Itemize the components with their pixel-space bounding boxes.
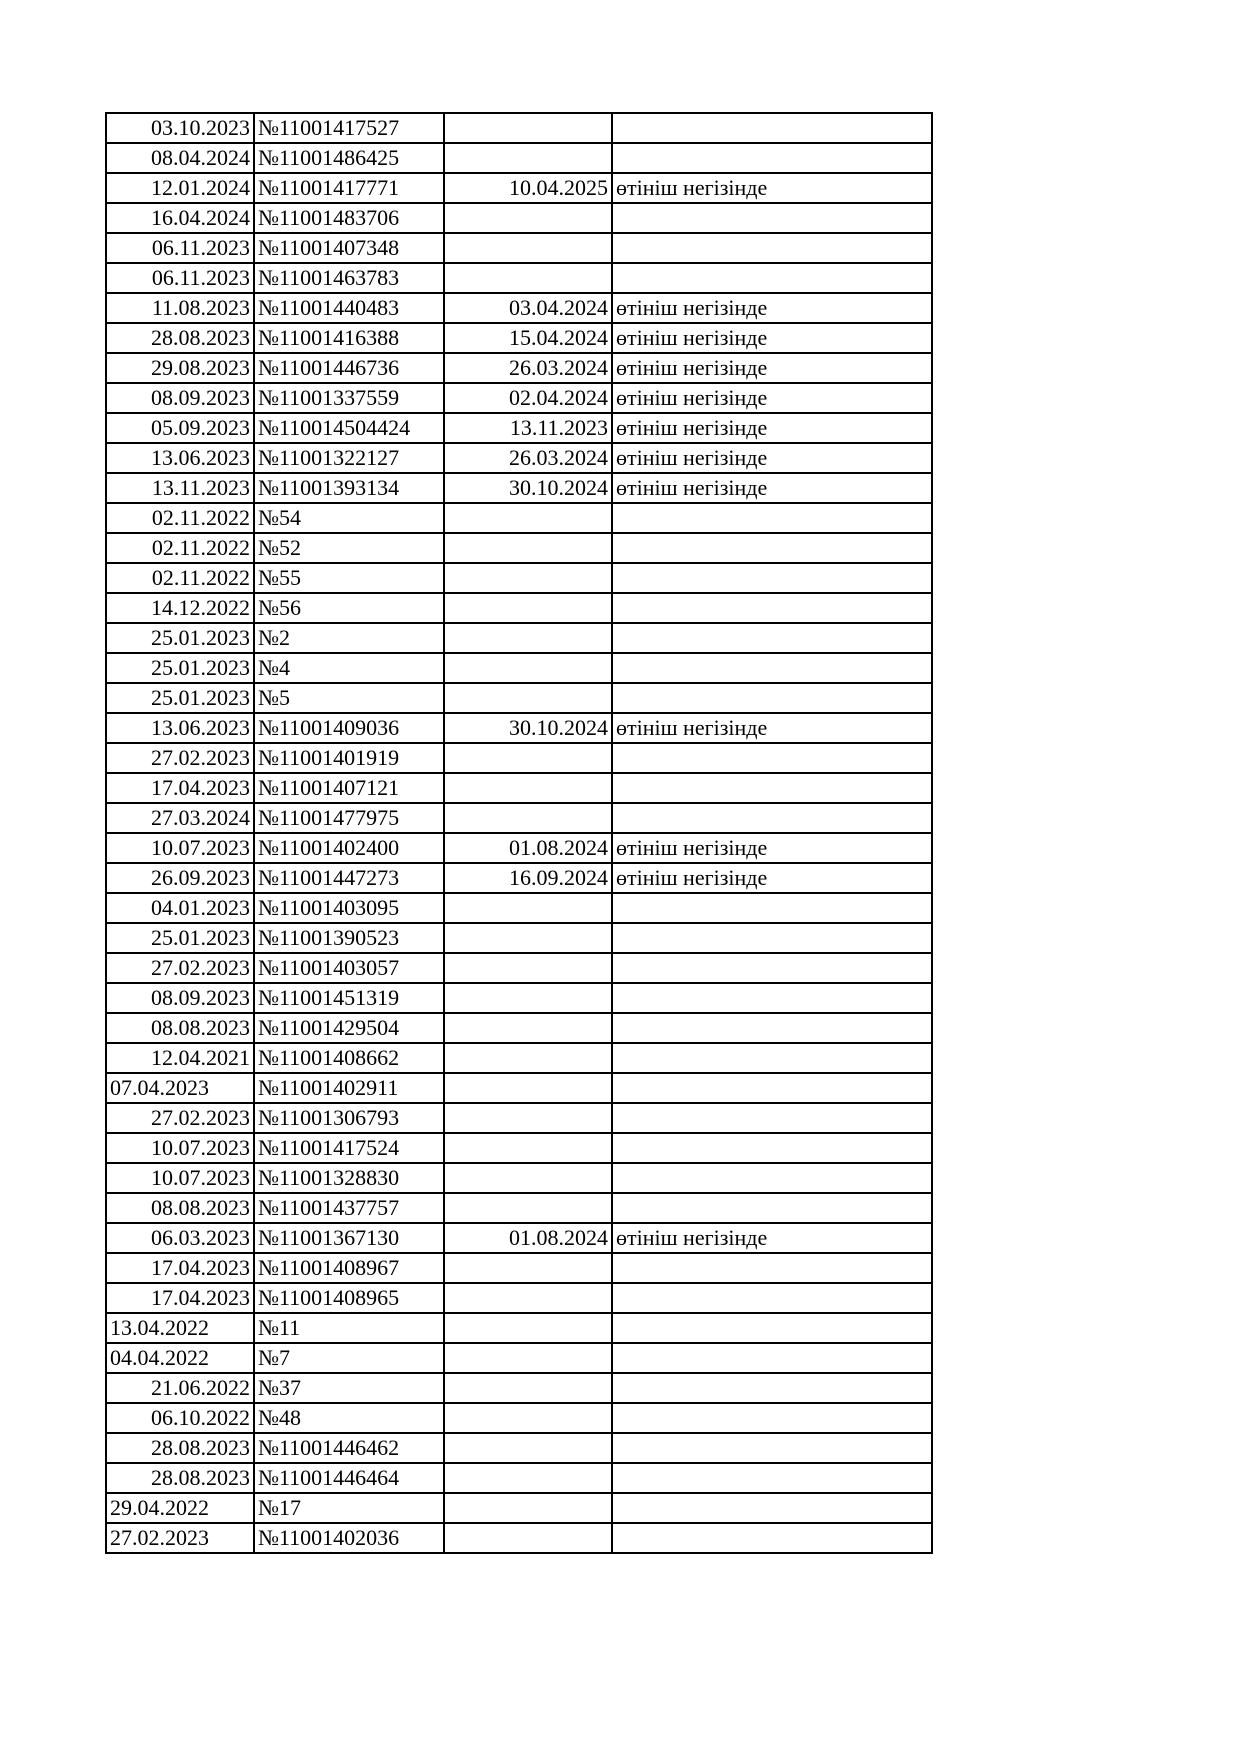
reason-cell: өтініш негізінде — [612, 413, 932, 443]
reason-cell — [612, 1523, 932, 1553]
issue-date-cell: 17.04.2023 — [106, 1283, 254, 1313]
close-date-cell: 26.03.2024 — [444, 353, 612, 383]
reason-cell — [612, 233, 932, 263]
issue-date-cell: 14.12.2022 — [106, 593, 254, 623]
document-number-cell: №7 — [254, 1343, 444, 1373]
table-row — [106, 503, 932, 533]
reason-cell: өтініш негізінде — [612, 383, 932, 413]
reason-cell — [612, 1193, 932, 1223]
issue-date-cell: 08.08.2023 — [106, 1193, 254, 1223]
issue-date-cell: 21.06.2022 — [106, 1373, 254, 1403]
document-number-cell: №11001390523 — [254, 923, 444, 953]
reason-cell — [612, 203, 932, 233]
document-number-cell: №2 — [254, 623, 444, 653]
issue-date-cell: 02.11.2022 — [106, 563, 254, 593]
document-number-cell: №11001306793 — [254, 1103, 444, 1133]
close-date-cell — [444, 263, 612, 293]
table-row — [106, 923, 932, 953]
reason-cell — [612, 1013, 932, 1043]
table-row — [106, 1073, 932, 1103]
table-row — [106, 143, 932, 173]
issue-date-cell: 17.04.2023 — [106, 1253, 254, 1283]
table-row — [106, 1343, 932, 1373]
table-row — [106, 743, 932, 773]
close-date-cell: 01.08.2024 — [444, 1223, 612, 1253]
table-row — [106, 653, 932, 683]
close-date-cell: 13.11.2023 — [444, 413, 612, 443]
issue-date-cell: 29.04.2022 — [106, 1493, 254, 1523]
table-row — [106, 203, 932, 233]
close-date-cell — [444, 953, 612, 983]
issue-date-cell: 27.03.2024 — [106, 803, 254, 833]
reason-cell: өтініш негізінде — [612, 173, 932, 203]
reason-cell — [612, 983, 932, 1013]
document-number-cell: №11001417524 — [254, 1133, 444, 1163]
close-date-cell — [444, 1313, 612, 1343]
reason-cell: өтініш негізінде — [612, 353, 932, 383]
close-date-cell: 02.04.2024 — [444, 383, 612, 413]
reason-cell — [612, 113, 932, 143]
reason-cell — [612, 773, 932, 803]
issue-date-cell: 10.07.2023 — [106, 833, 254, 863]
issue-date-cell: 13.11.2023 — [106, 473, 254, 503]
reason-cell — [612, 1463, 932, 1493]
issue-date-cell: 25.01.2023 — [106, 683, 254, 713]
table-row — [106, 293, 932, 323]
issue-date-cell: 08.09.2023 — [106, 983, 254, 1013]
document-number-cell: №37 — [254, 1373, 444, 1403]
table-row — [106, 683, 932, 713]
table-row — [106, 1493, 932, 1523]
document-number-cell: №11001393134 — [254, 473, 444, 503]
reason-cell — [612, 1163, 932, 1193]
close-date-cell — [444, 1163, 612, 1193]
issue-date-cell: 05.09.2023 — [106, 413, 254, 443]
document-number-cell: №11001337559 — [254, 383, 444, 413]
reason-cell — [612, 1403, 932, 1433]
close-date-cell — [444, 623, 612, 653]
document-number-cell: №11001408967 — [254, 1253, 444, 1283]
table-row — [106, 263, 932, 293]
document-number-cell: №5 — [254, 683, 444, 713]
document-number-cell: №56 — [254, 593, 444, 623]
document-number-cell: №11001447273 — [254, 863, 444, 893]
table-row — [106, 113, 932, 143]
close-date-cell — [444, 113, 612, 143]
issue-date-cell: 27.02.2023 — [106, 743, 254, 773]
close-date-cell — [444, 1193, 612, 1223]
document-number-cell: №11001403057 — [254, 953, 444, 983]
close-date-cell — [444, 593, 612, 623]
table-row — [106, 1283, 932, 1313]
issue-date-cell: 04.04.2022 — [106, 1343, 254, 1373]
close-date-cell: 03.04.2024 — [444, 293, 612, 323]
reason-cell — [612, 503, 932, 533]
table-row — [106, 1133, 932, 1163]
document-number-cell: №11001402911 — [254, 1073, 444, 1103]
reason-cell — [612, 1103, 932, 1133]
reason-cell — [612, 1343, 932, 1373]
issue-date-cell: 10.07.2023 — [106, 1133, 254, 1163]
document-number-cell: №17 — [254, 1493, 444, 1523]
reason-cell: өтініш негізінде — [612, 713, 932, 743]
table-row — [106, 1043, 932, 1073]
document-number-cell: №11001408662 — [254, 1043, 444, 1073]
document-number-cell: №4 — [254, 653, 444, 683]
table-row — [106, 593, 932, 623]
reason-cell — [612, 683, 932, 713]
close-date-cell — [444, 803, 612, 833]
document-number-cell: №11001408965 — [254, 1283, 444, 1313]
table-row — [106, 1253, 932, 1283]
issue-date-cell: 06.10.2022 — [106, 1403, 254, 1433]
reason-cell — [612, 263, 932, 293]
reason-cell — [612, 1073, 932, 1103]
close-date-cell: 10.04.2025 — [444, 173, 612, 203]
table-row — [106, 1223, 932, 1253]
document-number-cell: №11001409036 — [254, 713, 444, 743]
close-date-cell — [444, 1433, 612, 1463]
document-number-cell: №11001402400 — [254, 833, 444, 863]
reason-cell — [612, 623, 932, 653]
table-row — [106, 173, 932, 203]
table-row — [106, 953, 932, 983]
reason-cell: өтініш негізінде — [612, 1223, 932, 1253]
table-row — [106, 1403, 932, 1433]
close-date-cell — [444, 983, 612, 1013]
reason-cell: өтініш негізінде — [612, 323, 932, 353]
issue-date-cell: 26.09.2023 — [106, 863, 254, 893]
reason-cell — [612, 953, 932, 983]
document-table — [105, 112, 933, 1554]
close-date-cell: 30.10.2024 — [444, 473, 612, 503]
document-number-cell: №11001440483 — [254, 293, 444, 323]
issue-date-cell: 10.07.2023 — [106, 1163, 254, 1193]
close-date-cell — [444, 1103, 612, 1133]
document-number-cell: №11001446464 — [254, 1463, 444, 1493]
issue-date-cell: 02.11.2022 — [106, 533, 254, 563]
table-row — [106, 863, 932, 893]
issue-date-cell: 04.01.2023 — [106, 893, 254, 923]
document-number-cell: №52 — [254, 533, 444, 563]
reason-cell — [612, 593, 932, 623]
close-date-cell: 30.10.2024 — [444, 713, 612, 743]
close-date-cell — [444, 1403, 612, 1433]
table-body — [106, 113, 932, 1553]
reason-cell — [612, 563, 932, 593]
document-number-cell: №11001486425 — [254, 143, 444, 173]
issue-date-cell: 25.01.2023 — [106, 923, 254, 953]
table-row — [106, 1193, 932, 1223]
document-number-cell: №11001437757 — [254, 1193, 444, 1223]
table-row — [106, 1523, 932, 1553]
close-date-cell — [444, 203, 612, 233]
reason-cell — [612, 923, 932, 953]
reason-cell: өтініш негізінде — [612, 473, 932, 503]
close-date-cell — [444, 1253, 612, 1283]
close-date-cell — [444, 1073, 612, 1103]
close-date-cell — [444, 653, 612, 683]
document-number-cell: №11001328830 — [254, 1163, 444, 1193]
document-number-cell: №54 — [254, 503, 444, 533]
document-number-cell: №11001416388 — [254, 323, 444, 353]
close-date-cell: 26.03.2024 — [444, 443, 612, 473]
table-row — [106, 623, 932, 653]
issue-date-cell: 12.01.2024 — [106, 173, 254, 203]
issue-date-cell: 03.10.2023 — [106, 113, 254, 143]
table-row — [106, 833, 932, 863]
reason-cell — [612, 1313, 932, 1343]
table-row — [106, 353, 932, 383]
close-date-cell — [444, 683, 612, 713]
table-row — [106, 323, 932, 353]
table-row — [106, 383, 932, 413]
reason-cell — [612, 1283, 932, 1313]
reason-cell: өтініш негізінде — [612, 833, 932, 863]
reason-cell — [612, 1433, 932, 1463]
reason-cell: өтініш негізінде — [612, 863, 932, 893]
close-date-cell — [444, 233, 612, 263]
table-row — [106, 983, 932, 1013]
close-date-cell — [444, 143, 612, 173]
document-number-cell: №11001407348 — [254, 233, 444, 263]
document-number-cell: №11001451319 — [254, 983, 444, 1013]
issue-date-cell: 13.06.2023 — [106, 443, 254, 473]
document-number-cell: №11001403095 — [254, 893, 444, 923]
reason-cell — [612, 143, 932, 173]
table-row — [106, 893, 932, 923]
reason-cell — [612, 1373, 932, 1403]
issue-date-cell: 25.01.2023 — [106, 653, 254, 683]
table-row — [106, 773, 932, 803]
document-number-cell: №11001401919 — [254, 743, 444, 773]
issue-date-cell: 12.04.2021 — [106, 1043, 254, 1073]
issue-date-cell: 08.08.2023 — [106, 1013, 254, 1043]
close-date-cell — [444, 923, 612, 953]
issue-date-cell: 27.02.2023 — [106, 1103, 254, 1133]
close-date-cell: 01.08.2024 — [444, 833, 612, 863]
close-date-cell — [444, 1343, 612, 1373]
document-number-cell: №11001446736 — [254, 353, 444, 383]
issue-date-cell: 08.04.2024 — [106, 143, 254, 173]
issue-date-cell: 28.08.2023 — [106, 1433, 254, 1463]
table-row — [106, 413, 932, 443]
reason-cell — [612, 1493, 932, 1523]
close-date-cell — [444, 563, 612, 593]
document-number-cell: №11001367130 — [254, 1223, 444, 1253]
issue-date-cell: 13.06.2023 — [106, 713, 254, 743]
reason-cell: өтініш негізінде — [612, 443, 932, 473]
issue-date-cell: 06.11.2023 — [106, 263, 254, 293]
table-row — [106, 533, 932, 563]
issue-date-cell: 06.03.2023 — [106, 1223, 254, 1253]
document-number-cell: №11001417527 — [254, 113, 444, 143]
document-number-cell: №55 — [254, 563, 444, 593]
reason-cell — [612, 743, 932, 773]
document-number-cell: №11001417771 — [254, 173, 444, 203]
issue-date-cell: 13.04.2022 — [106, 1313, 254, 1343]
close-date-cell — [444, 773, 612, 803]
close-date-cell — [444, 503, 612, 533]
table-row — [106, 1433, 932, 1463]
document-number-cell: №11001407121 — [254, 773, 444, 803]
document-number-cell: №11001429504 — [254, 1013, 444, 1043]
close-date-cell: 16.09.2024 — [444, 863, 612, 893]
document-number-cell: №11001402036 — [254, 1523, 444, 1553]
issue-date-cell: 08.09.2023 — [106, 383, 254, 413]
reason-cell — [612, 803, 932, 833]
reason-cell: өтініш негізінде — [612, 293, 932, 323]
document-number-cell: №11 — [254, 1313, 444, 1343]
close-date-cell — [444, 1523, 612, 1553]
close-date-cell: 15.04.2024 — [444, 323, 612, 353]
issue-date-cell: 11.08.2023 — [106, 293, 254, 323]
document-number-cell: №11001322127 — [254, 443, 444, 473]
reason-cell — [612, 653, 932, 683]
table-row — [106, 443, 932, 473]
reason-cell — [612, 1133, 932, 1163]
table-row — [106, 803, 932, 833]
reason-cell — [612, 1043, 932, 1073]
issue-date-cell: 28.08.2023 — [106, 323, 254, 353]
table-row — [106, 1013, 932, 1043]
table-row — [106, 233, 932, 263]
close-date-cell — [444, 893, 612, 923]
close-date-cell — [444, 1013, 612, 1043]
issue-date-cell: 16.04.2024 — [106, 203, 254, 233]
issue-date-cell: 06.11.2023 — [106, 233, 254, 263]
issue-date-cell: 28.08.2023 — [106, 1463, 254, 1493]
document-number-cell: №48 — [254, 1403, 444, 1433]
table-row — [106, 713, 932, 743]
issue-date-cell: 25.01.2023 — [106, 623, 254, 653]
issue-date-cell: 29.08.2023 — [106, 353, 254, 383]
table-row — [106, 1463, 932, 1493]
close-date-cell — [444, 1283, 612, 1313]
close-date-cell — [444, 1373, 612, 1403]
issue-date-cell: 27.02.2023 — [106, 1523, 254, 1553]
table-row — [106, 1103, 932, 1133]
document-number-cell: №11001463783 — [254, 263, 444, 293]
document-number-cell: №110014504424 — [254, 413, 444, 443]
table-row — [106, 1373, 932, 1403]
document-number-cell: №11001446462 — [254, 1433, 444, 1463]
issue-date-cell: 27.02.2023 — [106, 953, 254, 983]
issue-date-cell: 07.04.2023 — [106, 1073, 254, 1103]
reason-cell — [612, 533, 932, 563]
close-date-cell — [444, 1463, 612, 1493]
issue-date-cell: 02.11.2022 — [106, 503, 254, 533]
issue-date-cell: 17.04.2023 — [106, 773, 254, 803]
table-row — [106, 1163, 932, 1193]
document-number-cell: №11001483706 — [254, 203, 444, 233]
close-date-cell — [444, 1043, 612, 1073]
close-date-cell — [444, 1493, 612, 1523]
reason-cell — [612, 1253, 932, 1283]
table-row — [106, 563, 932, 593]
table-row — [106, 473, 932, 503]
table-row — [106, 1313, 932, 1343]
close-date-cell — [444, 1133, 612, 1163]
document-number-cell: №11001477975 — [254, 803, 444, 833]
close-date-cell — [444, 743, 612, 773]
close-date-cell — [444, 533, 612, 563]
reason-cell — [612, 893, 932, 923]
